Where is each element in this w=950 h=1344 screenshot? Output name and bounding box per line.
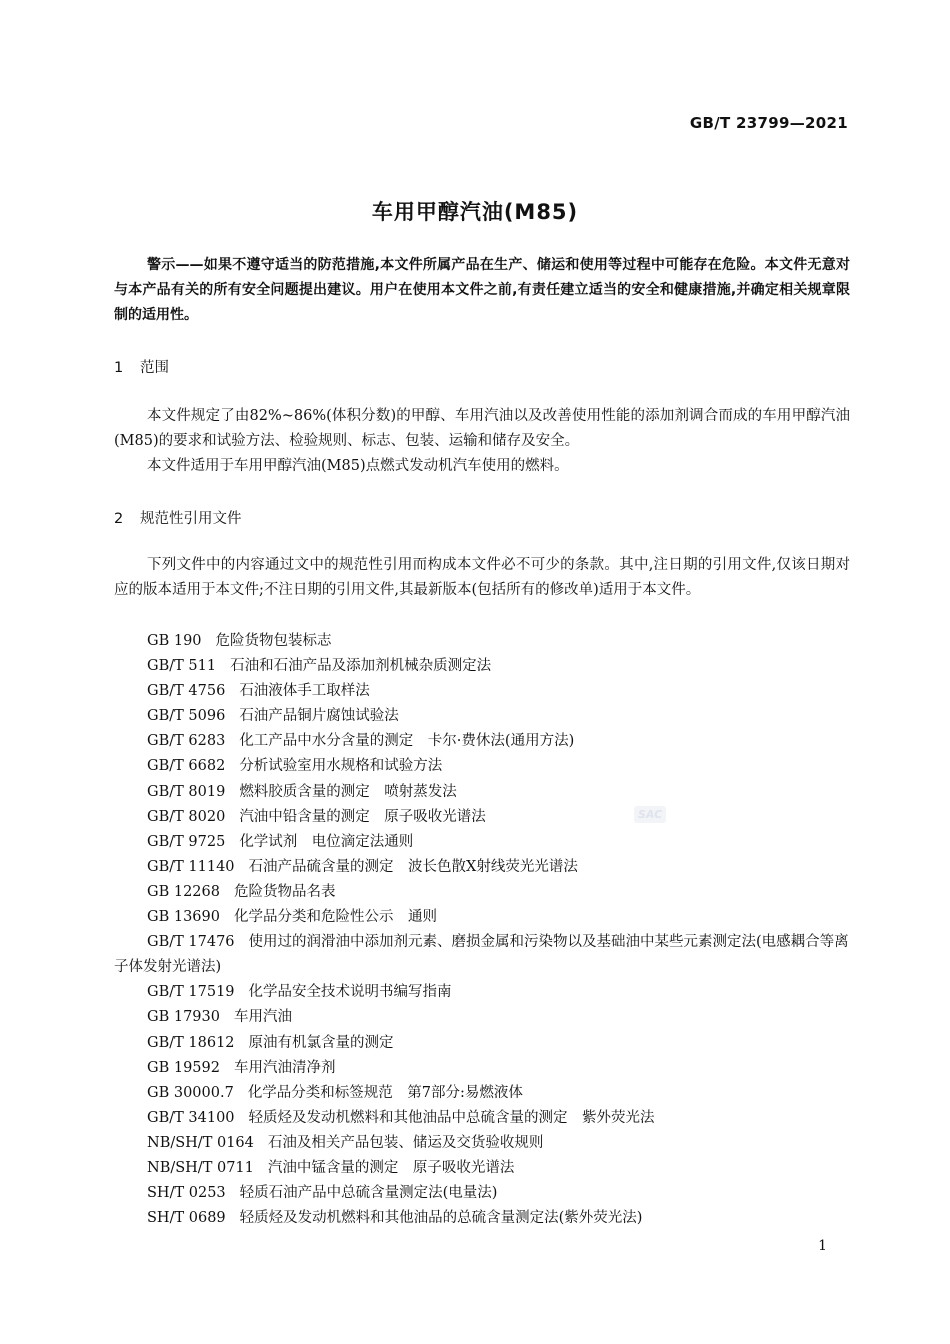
reference-item: [114, 1031, 850, 1056]
reference-item: [114, 729, 850, 754]
reference-title: 车用汽油: [233, 1009, 292, 1026]
reference-code: NB/SH/T 0164: [147, 1134, 254, 1151]
section-2-title: 规范性引用文件: [140, 511, 242, 527]
standard-code: GB/T 23799—2021: [689, 114, 848, 132]
reference-code: SH/T 0253: [147, 1185, 226, 1202]
reference-item: [114, 1056, 850, 1081]
reference-code: GB/T 8020: [147, 808, 226, 825]
reference-item: [114, 905, 850, 930]
reference-title: 化学品安全技术说明书编写指南: [248, 984, 452, 1001]
reference-item: [114, 780, 850, 805]
reference-item: [114, 980, 850, 1005]
reference-item: [114, 1005, 850, 1030]
scope-paragraph-2: 本文件适用于车用甲醇汽油(M85)点燃式发动机汽车使用的燃料。: [147, 458, 569, 474]
reference-item: [114, 679, 850, 704]
warning-paragraph: 警示——如果不遵守适当的防范措施,本文件所属产品在生产、储运和使用等过程中可能存在危险。本文件无意对与本产品有关的所有安全问题提出建议。用户在使用本文件之前,有责任建立适当的安全和健康措施,并确定相关规章限制的适用性。: [114, 257, 850, 323]
reference-item: [114, 1156, 850, 1181]
reference-item: [114, 1081, 850, 1106]
reference-item: [114, 754, 850, 779]
document-title: 车用甲醇汽油(M85): [371, 200, 579, 224]
section-1-number: 1: [114, 360, 124, 376]
reference-item: [114, 805, 850, 830]
reference-code: GB 13690: [147, 909, 220, 926]
reference-title: 石油产品硫含量的测定 波长色散X射线荧光光谱法: [248, 858, 578, 875]
reference-item: [114, 1131, 850, 1156]
reference-title: 轻质烃及发动机燃料和其他油品的总硫含量测定法(紫外荧光法): [239, 1210, 643, 1227]
reference-item: [114, 629, 850, 654]
reference-item: [114, 880, 850, 905]
reference-code: GB 17930: [147, 1009, 220, 1026]
reference-code: GB/T 6682: [147, 758, 226, 775]
page-number: 1: [818, 1238, 827, 1254]
scope-paragraph-1: 本文件规定了由82%~86%(体积分数)的甲醇、车用汽油以及改善使用性能的添加剂调合而成的车用甲醇汽油(M85)的要求和试验方法、检验规则、标志、包装、运输和储存及安全。: [114, 408, 850, 449]
reference-title: 危险货物品名表: [233, 883, 336, 900]
section-1-heading: [114, 356, 169, 377]
reference-title: 使用过的润滑油中添加剂元素、磨损金属和污染物以及基础油中某些元素测定法(电感耦合等离子体发射光谱法): [114, 934, 849, 976]
reference-code: GB/T 17519: [147, 984, 235, 1001]
reference-code: GB/T 5096: [147, 708, 226, 725]
reference-title: 石油及相关产品包装、储运及交货验收规则: [267, 1134, 544, 1151]
sac-watermark-logo: SAC: [634, 806, 666, 823]
reference-code: GB 19592: [147, 1059, 220, 1076]
references-intro: 下列文件中的内容通过文中的规范性引用而构成本文件必不可少的条款。其中,注日期的引用文件,仅该日期对应的版本适用于本文件;不注日期的引用文件,其最新版本(包括所有的修改单)适用于本文件。: [114, 557, 850, 598]
section-1-title: 范围: [140, 360, 169, 376]
reference-title: 化学品分类和危险性公示 通则: [233, 909, 437, 926]
reference-code: GB/T 34100: [147, 1109, 235, 1126]
reference-code: GB/T 8019: [147, 783, 226, 800]
reference-item: [114, 1181, 850, 1206]
reference-code: GB/T 17476: [147, 934, 235, 951]
reference-code: GB/T 18612: [147, 1034, 235, 1051]
reference-item: [114, 930, 850, 980]
reference-item: [114, 1206, 850, 1231]
reference-title: 化学品分类和标签规范 第7部分:易燃液体: [247, 1084, 523, 1101]
reference-title: 化学试剂 电位滴定法通则: [239, 833, 414, 850]
reference-code: GB/T 9725: [147, 833, 226, 850]
reference-title: 汽油中锰含量的测定 原子吸收光谱法: [267, 1159, 515, 1176]
reference-code: GB/T 6283: [147, 733, 226, 750]
section-2-number: 2: [114, 511, 124, 527]
reference-item: [114, 1106, 850, 1131]
reference-code: GB 12268: [147, 883, 220, 900]
reference-code: GB 30000.7: [147, 1084, 234, 1101]
reference-item: [114, 704, 850, 729]
reference-title: 燃料胶质含量的测定 喷射蒸发法: [239, 783, 457, 800]
reference-code: NB/SH/T 0711: [147, 1159, 254, 1176]
reference-title: 车用汽油清净剂: [233, 1059, 336, 1076]
reference-code: GB/T 4756: [147, 683, 226, 700]
reference-code: GB/T 11140: [147, 858, 235, 875]
reference-item: [114, 830, 850, 855]
reference-title: 危险货物包装标志: [215, 633, 332, 649]
reference-title: 石油和石油产品及添加剂机械杂质测定法: [230, 658, 492, 675]
reference-code: SH/T 0689: [147, 1210, 226, 1227]
reference-item: [114, 855, 850, 880]
reference-title: 轻质石油产品中总硫含量测定法(电量法): [239, 1185, 498, 1202]
reference-title: 汽油中铅含量的测定 原子吸收光谱法: [239, 808, 486, 825]
section-2-heading: [114, 507, 242, 528]
reference-item: [114, 654, 850, 679]
reference-title: 石油液体手工取样法: [239, 683, 370, 700]
reference-title: 化工产品中水分含量的测定 卡尔·费休法(通用方法): [239, 733, 575, 750]
reference-code: GB/T 511: [147, 658, 217, 675]
reference-title: 石油产品铜片腐蚀试验法: [239, 708, 399, 725]
reference-title: 轻质烃及发动机燃料和其他油品中总硫含量的测定 紫外荧光法: [248, 1109, 655, 1126]
reference-list: [114, 629, 850, 1231]
reference-code: GB 190: [147, 633, 202, 649]
reference-title: 原油有机氯含量的测定: [248, 1034, 394, 1051]
reference-title: 分析试验室用水规格和试验方法: [239, 758, 443, 775]
